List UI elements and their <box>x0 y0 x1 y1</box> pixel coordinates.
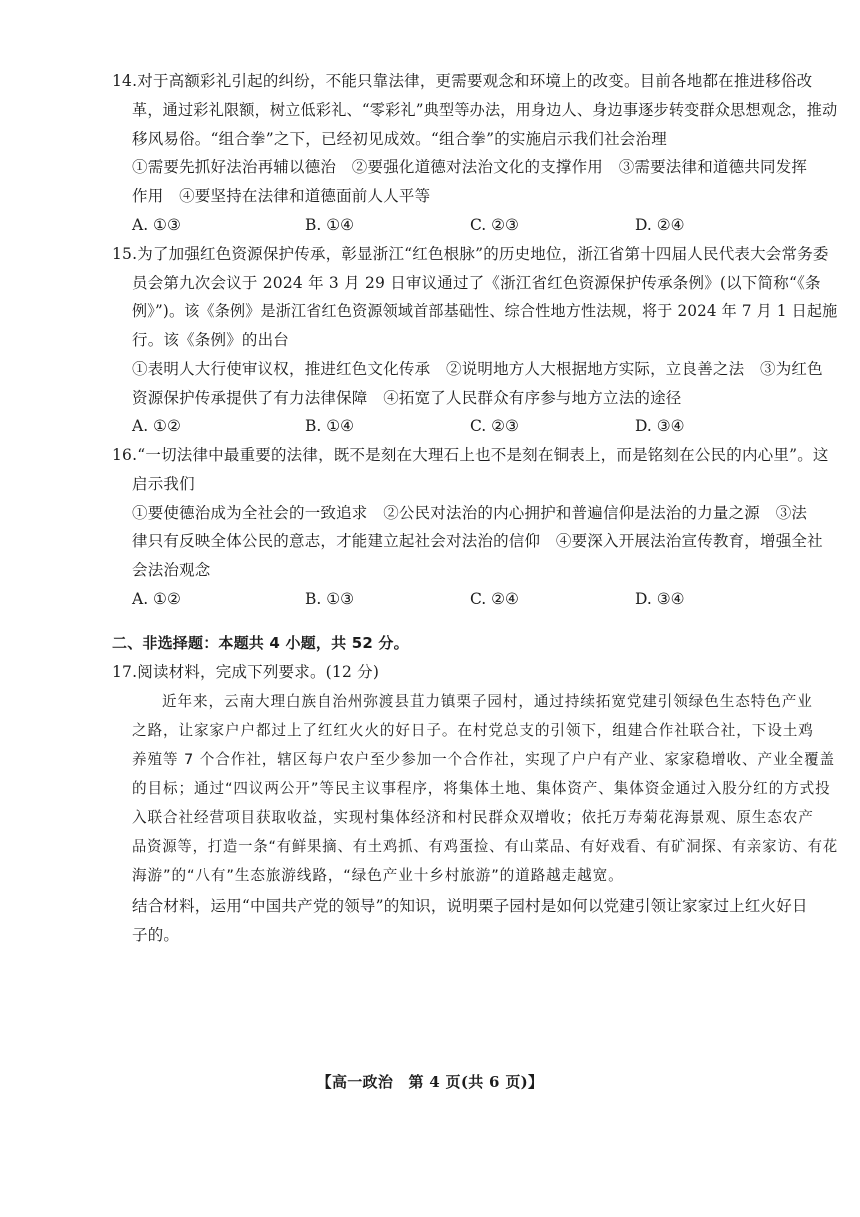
q15-line-3: 例》”)。该《条例》是浙江省红色资源领域首部基础性、综合性地方性法规，将于 2024 年 7 月 1 日起施 <box>132 302 838 320</box>
q17-material-line-1: 近年来，云南大理白族自治州弥渡县苴力镇栗子园村，通过持续拓宽党建引领绿色生态特色产业 <box>162 693 813 710</box>
q16-option-d: D. ③④ <box>635 590 685 608</box>
q15-option-a: A. ①② <box>132 417 181 435</box>
section-heading: 二、非选择题：本题共 4 小题，共 52 分。 <box>112 634 409 652</box>
q14-line-2: 革，通过彩礼限额，树立低彩礼、“零彩礼”典型等办法，用身边人、身边事逐步转变群众思想观念，推动 <box>132 101 838 119</box>
q14-option-c: C. ②③ <box>470 216 519 234</box>
q17-question-line-2: 子的。 <box>132 926 180 944</box>
q14-line-5: 作用 ④要坚持在法律和道德面前人人平等 <box>132 187 431 205</box>
q16-line-3: ①要使德治成为全社会的一致追求 ②公民对法治的内心拥护和普遍信仰是法治的力量之源 ③法 <box>132 504 808 522</box>
q17-material-line-6: 品资源等，打造一条“有鲜果摘、有土鸡抓、有鸡蛋捡、有山菜品、有好戏看、有矿洞探、有亲家访、有花 <box>132 838 839 855</box>
q16-option-b: B. ①③ <box>305 590 355 608</box>
q15-line-4: 行。该《条例》的出台 <box>132 331 290 349</box>
q17-material-line-7: 海游”的“八有”生态旅游线路，“绿色产业十乡村旅游”的道路越走越宽。 <box>132 867 624 884</box>
q17-material-line-4: 的目标；通过“四议两公开”等民主议事程序，将集体土地、集体资产、集体资金通过入股分红的方式投 <box>132 780 831 797</box>
q17-question-line-1: 结合材料，运用“中国共产党的领导”的知识，说明栗子园村是如何以党建引领让家家过上红火好日 <box>132 897 808 915</box>
q14-option-b: B. ①④ <box>305 216 355 234</box>
q16-line-2: 启示我们 <box>132 475 195 493</box>
q17-title: 17.阅读材料，完成下列要求。(12 分) <box>112 663 380 681</box>
q15-line-2: 员会第九次会议于 2024 年 3 月 29 日审议通过了《浙江省红色资源保护传承条例》(以下简称“《条 <box>132 274 821 292</box>
q14-line-1: 14.对于高额彩礼引起的纠纷，不能只靠法律，更需要观念和环境上的改变。目前各地都在推进移俗改 <box>112 72 813 90</box>
q14-option-a: A. ①③ <box>132 216 181 234</box>
q17-material-line-5: 入联合社经营项目获取收益，实现村集体经济和村民群众双增收；依托万寿菊花海景观、原生态农产 <box>132 809 814 826</box>
q14-line-4: ①需要先抓好法治再辅以德治 ②要强化道德对法治文化的支撑作用 ③需要法律和道德共同发挥 <box>132 158 808 176</box>
q14-option-d: D. ②④ <box>635 216 685 234</box>
q16-option-a: A. ①② <box>132 590 181 608</box>
q16-line-1: 16.“一切法律中最重要的法律，既不是刻在大理石上也不是刻在铜表上，而是铭刻在公民的内心里”。这 <box>112 446 829 464</box>
q16-line-5: 会法治观念 <box>132 561 211 579</box>
q16-line-4: 律只有反映全体公民的意志，才能建立起社会对法治的信仰 ④要深入开展法治宣传教育，增强全社 <box>132 532 823 550</box>
q15-option-c: C. ②③ <box>470 417 519 435</box>
page-footer: 【高一政治 第 4 页(共 6 页)】 <box>316 1073 544 1091</box>
q15-line-5: ①表明人大行使审议权，推进红色文化传承 ②说明地方人大根据地方实际，立良善之法 ③为红色 <box>132 360 823 378</box>
q14-line-3: 移风易俗。“组合拳”之下，已经初见成效。“组合拳”的实施启示我们社会治理 <box>132 130 667 148</box>
q17-material-line-3: 养殖等 7 个合作社，辖区每户农户至少参加一个合作社，实现了户户有产业、家家稳增收、产业全覆盖 <box>132 751 835 768</box>
q16-option-c: C. ②④ <box>470 590 519 608</box>
q15-line-6: 资源保护传承提供了有力法律保障 ④拓宽了人民群众有序参与地方立法的途径 <box>132 389 682 407</box>
q15-option-d: D. ③④ <box>635 417 685 435</box>
q17-material-line-2: 之路，让家家户户都过上了红红火火的好日子。在村党总支的引领下，组建合作社联合社，下设土鸡 <box>132 722 814 739</box>
q15-line-1: 15.为了加强红色资源保护传承，彰显浙江“红色根脉”的历史地位，浙江省第十四届人民代表大会常务委 <box>112 245 829 263</box>
q15-option-b: B. ①④ <box>305 417 355 435</box>
